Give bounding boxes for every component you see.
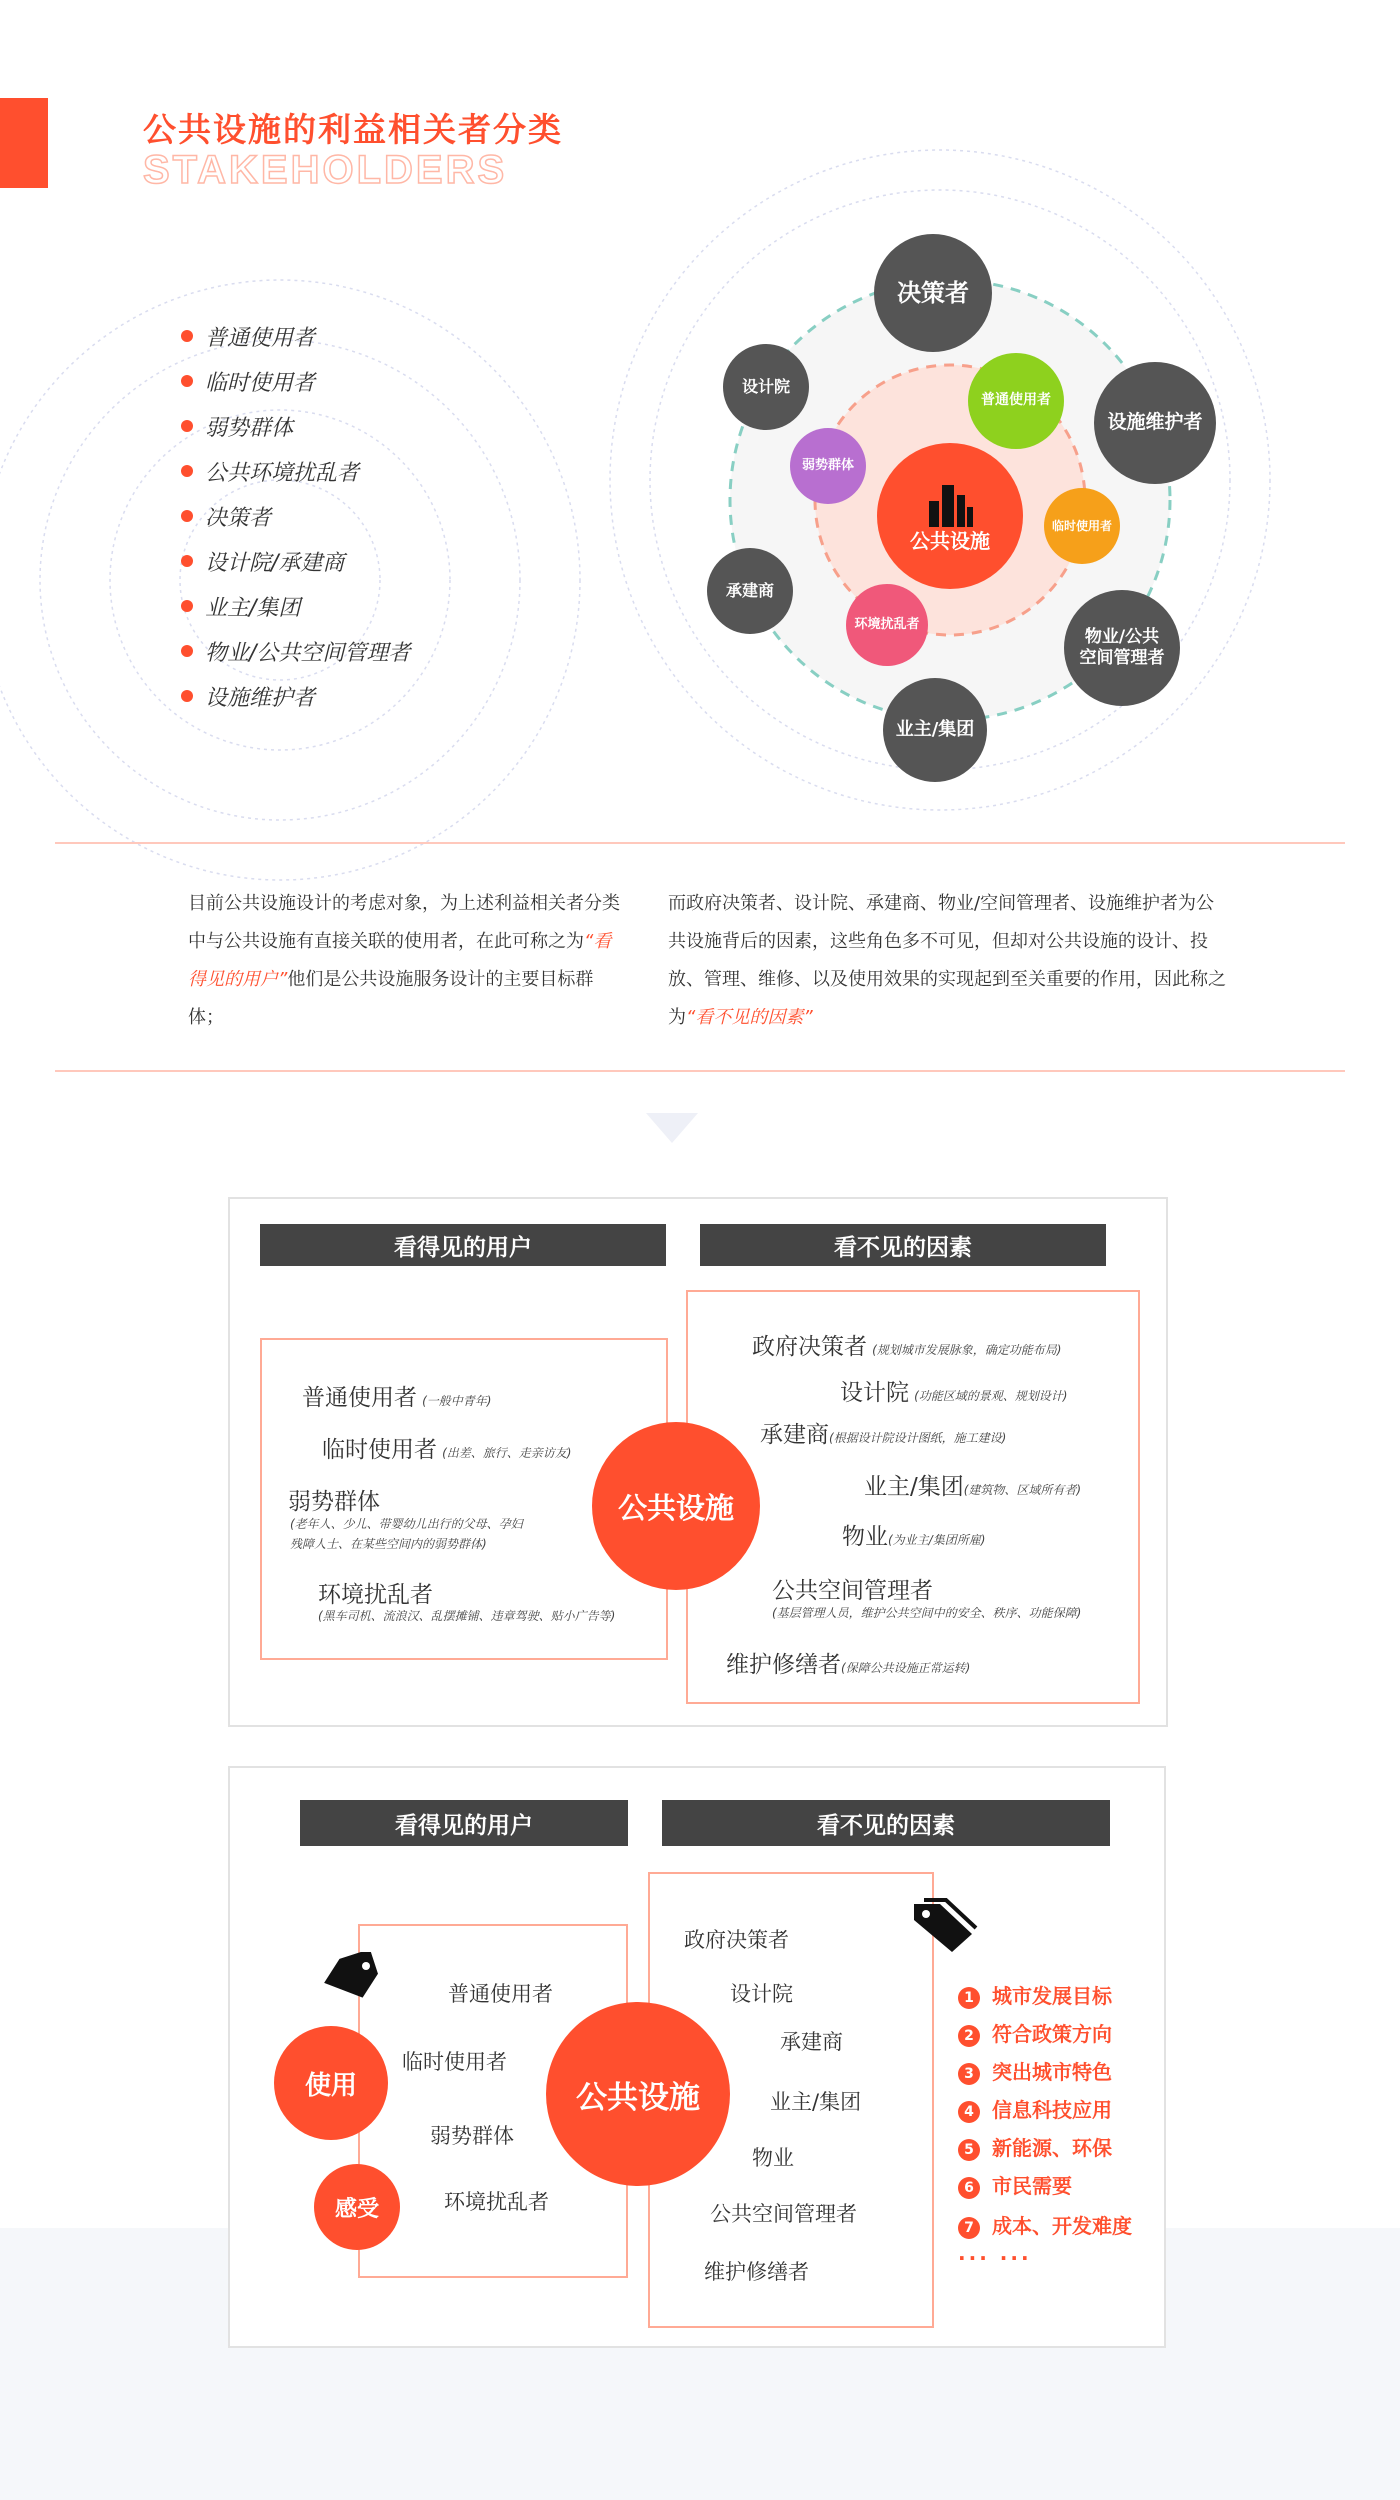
bubble-owner: 业主/集团 [883,678,987,782]
visible-user-note: (老年人、少儿、带婴幼儿出行的父母、孕妇 [290,1517,523,1531]
list-item: 设施维护者 [205,681,315,712]
invisible-factor-item: 政府决策者 (规划城市发展脉象，确定功能布局) [752,1334,1062,1360]
bubble-property-manager: 物业/公共空间管理者 [1064,590,1180,706]
bubble-regular-user: 普通使用者 [968,353,1064,449]
invisible-factor-item: 维护修缮者(保障公共设施正常运转) [726,1652,971,1678]
bubble-temporary: 临时使用者 [1044,488,1120,564]
list-item: 临时使用者 [205,366,315,397]
visible-user-item: 普通使用者 (一般中青年) [302,1385,492,1411]
visible-user-note: (黑车司机、流浪汉、乱摆摊铺、违章驾驶、贴小广告等) [318,1609,616,1623]
invisible-factor-item: 承建商(根据设计院设计图纸，施工建设) [760,1422,1007,1448]
down-arrow-icon [646,1113,698,1145]
visible-user-item: 普通使用者 [448,1982,553,2006]
list-item: 物业/公共空间管理者 [205,636,410,667]
invisible-factor-note: (基层管理人员，维护公共空间中的安全、秩序、功能保障) [772,1606,1082,1620]
invisible-factor-item: 承建商 [780,2030,843,2054]
bubble-maintainer: 设施维护者 [1094,362,1216,484]
invisible-factor-item: 设计院 [730,1982,793,2006]
divider-top [55,842,1345,844]
visible-user-item: 临时使用者 [402,2050,507,2074]
page-title: 公共设施的利益相关者分类 [143,110,563,149]
visible-users-header: 看得见的用户 [260,1224,666,1266]
bubble-disruptor: 环境扰乱者 [846,584,928,666]
paragraph-visible-users: 目前公共设施设计的考虑对象，为上述利益相关者分类中与公共设施有直接关联的使用者，在此可称之为“看得见的用户”他们是公共设施服务设计的主要目标群体； [188,893,620,1028]
page-subtitle: STAKEHOLDERS [143,148,508,192]
factor-item: 6 市民需要 [958,2170,1072,2199]
paragraph-invisible-factors: 而政府决策者、设计院、承建商、物业/空间管理者、设施维护者为公共设施背后的因素，这些角色多不可见，但却对公共设施的设计、投放、管理、维修、以及使用效果的实现起到至关重要的作用，因此称之为“看不见的因素” [668,893,1226,1028]
bullet-icon [181,645,193,657]
bullet-icon [181,600,193,612]
list-item: 业主/集团 [205,591,300,622]
bubble-vulnerable: 弱势群体 [790,428,866,504]
visible-user-item: 环境扰乱者 [444,2190,549,2214]
use-circle: 使用 [274,2026,388,2140]
factor-item: 4 信息科技应用 [958,2094,1112,2123]
factor-item: 1 城市发展目标 [958,1980,1112,2009]
list-item: 弱势群体 [205,411,293,442]
invisible-factor-item: 物业(为业主/集团所雇) [842,1524,986,1550]
invisible-factor-item: 业主/集团 [770,2090,862,2114]
bullet-icon [181,690,193,702]
feel-circle: 感受 [314,2164,400,2250]
divider-bottom [55,1070,1345,1072]
bullet-icon [181,330,193,342]
bubble-contractor: 承建商 [707,548,793,634]
factor-item: 2 符合政策方向 [958,2018,1112,2047]
tag-icon [322,1952,384,2004]
invisible-factor-item: 公共空间管理者 [710,2202,857,2226]
list-item: 普通使用者 [205,321,315,352]
bullet-icon [181,375,193,387]
factor-ellipsis: ··· ··· [958,2246,1032,2270]
visible-user-note: 残障人士、在某些空间内的弱势群体) [290,1537,487,1551]
bubble-design-institute: 设计院 [723,344,809,430]
bubble-decision-maker: 决策者 [874,234,992,352]
visible-user-item: 弱势群体 [430,2124,514,2148]
factor-item: 5 新能源、环保 [958,2132,1112,2161]
list-item: 公共环境扰乱者 [205,456,359,487]
bullet-icon [181,510,193,522]
invisible-factor-item: 设计院 (功能区域的景观、规划设计) [840,1380,1068,1406]
center-circle: 公共设施 [546,2002,730,2186]
invisible-factor-item: 业主/集团(建筑物、区域所有者) [864,1474,1082,1500]
center-circle: 公共设施 [592,1422,760,1590]
invisible-factor-item: 维护修缮者 [704,2260,809,2284]
accent-block [0,98,48,188]
list-item: 设计院/承建商 [205,546,344,577]
visible-user-item: 环境扰乱者 [318,1582,433,1608]
tags-icon [910,1898,980,1954]
factor-item: 7 成本、开发难度 [958,2210,1132,2239]
invisible-factor-item: 公共空间管理者 [772,1578,933,1604]
invisible-factors-header: 看不见的因素 [700,1224,1106,1266]
invisible-factor-item: 物业 [752,2146,794,2170]
visible-users-header: 看得见的用户 [300,1800,628,1846]
invisible-factor-item: 政府决策者 [684,1928,789,1952]
factor-item: 3 突出城市特色 [958,2056,1112,2085]
center-bubble: 公共设施 [877,443,1023,589]
visible-user-item: 弱势群体 [288,1489,380,1515]
bullet-icon [181,465,193,477]
invisible-factors-header: 看不见的因素 [662,1800,1110,1846]
bullet-icon [181,420,193,432]
bullet-icon [181,555,193,567]
visible-user-item: 临时使用者 (出差、旅行、走亲访友) [322,1437,572,1463]
list-item: 决策者 [205,501,271,532]
buildings-icon [925,479,975,529]
